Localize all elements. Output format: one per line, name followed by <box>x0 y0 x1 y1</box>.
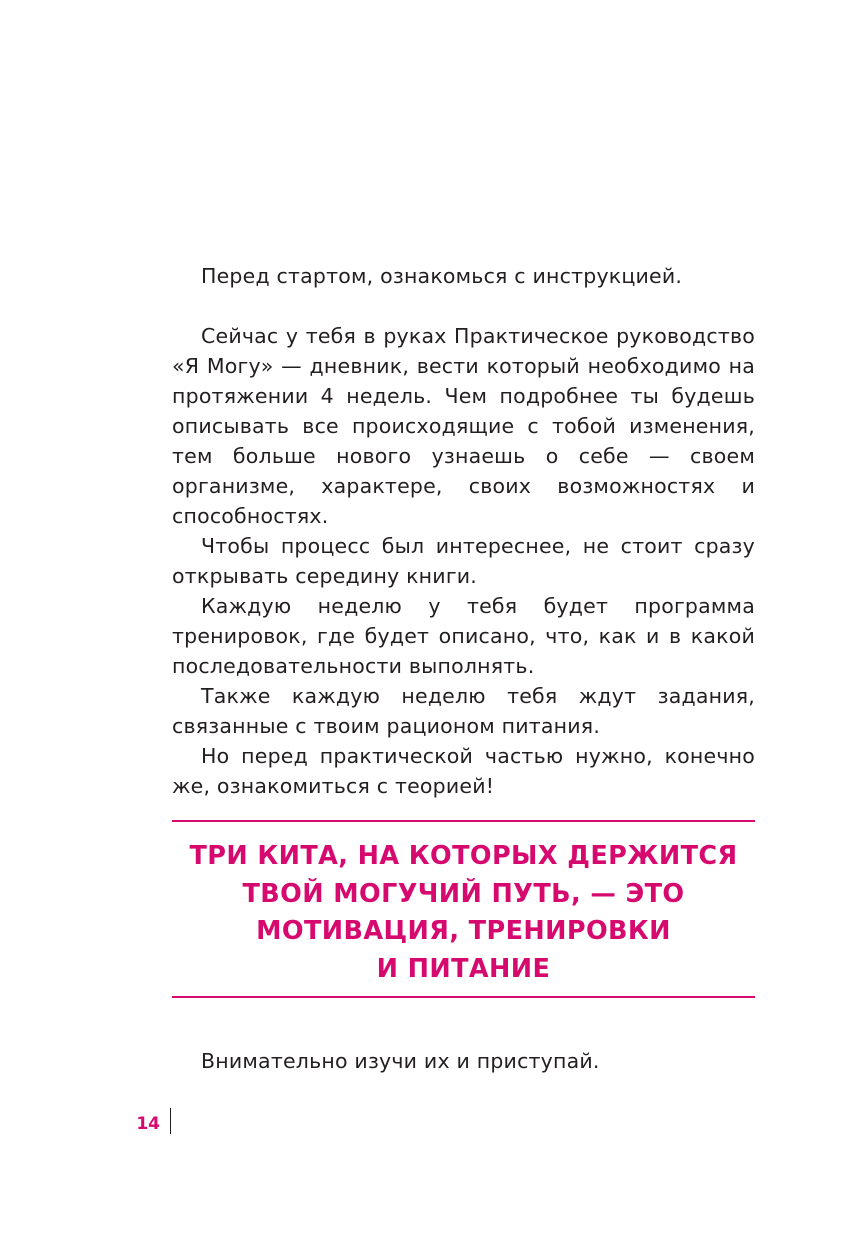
outro-text-block <box>172 1046 755 1076</box>
callout-box <box>172 820 755 998</box>
page-number: 14 <box>136 1114 160 1134</box>
callout-line: ТРИ КИТА, НА КОТОРЫХ ДЕРЖИТСЯ <box>189 841 738 871</box>
intro-text-block <box>172 261 755 291</box>
callout-heading <box>172 838 755 988</box>
callout-line: И ПИТАНИЕ <box>376 953 551 984</box>
callout-line: ТВОЙ МОГУЧИЙ ПУТЬ, — ЭТО <box>242 878 685 909</box>
body-paragraph: Чтобы процесс был интереснее, не стоит сразу открывать середину книги. <box>172 534 755 588</box>
intro-paragraph: Перед стартом, ознакомься с инструкцией. <box>201 264 683 288</box>
body-paragraph: Также каждую неделю тебя ждут задания, связанные с твоим рационом питания. <box>172 684 755 738</box>
page-number-divider <box>170 1108 171 1134</box>
body-text-block <box>172 321 755 801</box>
callout-bottom-rule <box>172 996 755 998</box>
callout-line: МОТИВАЦИЯ, ТРЕНИРОВКИ <box>256 916 671 946</box>
body-paragraph: Но перед практической частью нужно, конечно же, ознакомиться с теорией! <box>172 744 755 798</box>
outro-paragraph: Внимательно изучи их и приступай. <box>201 1049 600 1073</box>
body-paragraph: Каждую неделю у тебя будет программа тренировок, где будет описано, что, как и в какой последовательности выполнять. <box>172 594 755 678</box>
body-paragraph: Сейчас у тебя в руках Практическое руководство «Я Могу» — дневник, вести который необходимо на протяжении 4 недель. Чем подробнее ты будешь описывать все происходящие с тобой изменения, тем больше нового узнаешь о себе — своем организме, характере, своих возможностях и способностях. <box>172 324 755 528</box>
callout-top-rule <box>172 820 755 822</box>
